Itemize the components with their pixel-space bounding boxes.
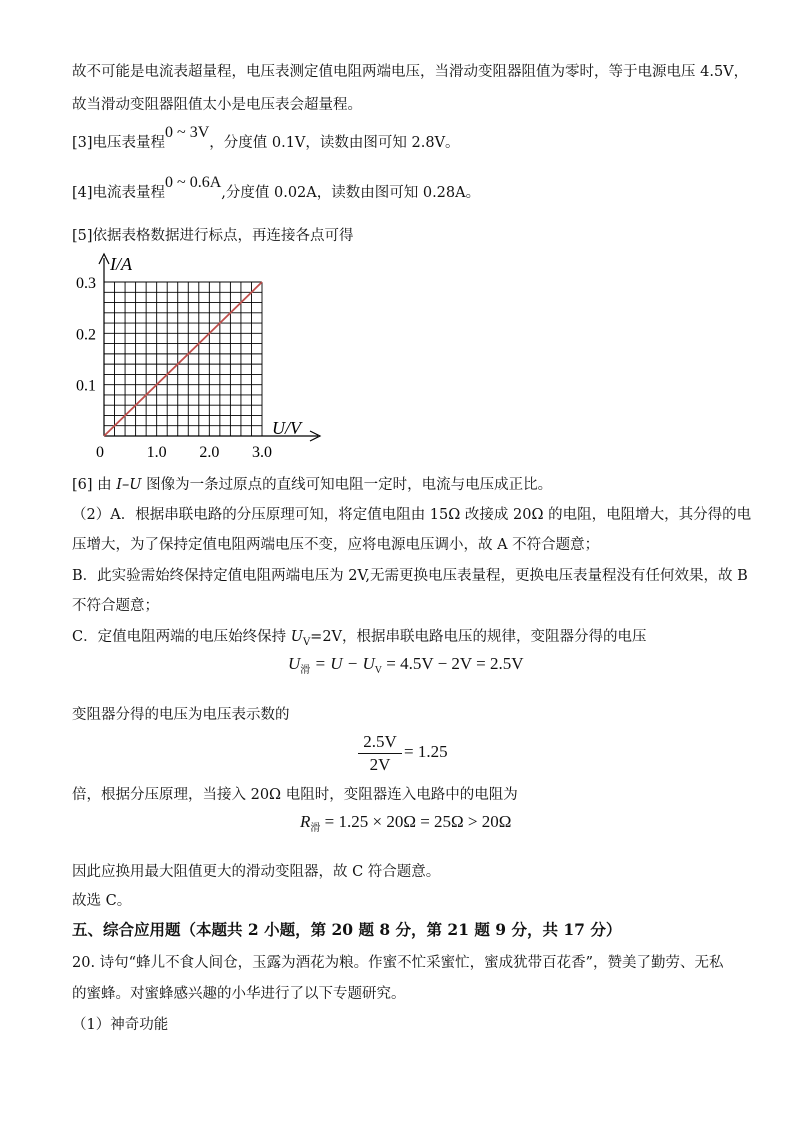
x-tick-label: 2.0 — [199, 444, 220, 460]
section-heading: 五、综合应用题（本题共 2 小题，第 20 题 8 分，第 21 题 9 分，共 17 分） — [72, 920, 622, 939]
eq-symbol: R — [300, 812, 311, 831]
text-line: [5]依据表格数据进行标点，再连接各点可得 — [72, 228, 354, 244]
text-segment: =2V，根据串联电路电压的规律，变阻器分得的电压 — [310, 629, 647, 645]
text-line: 不符合题意； — [72, 598, 159, 614]
eq-subscript: 滑 — [300, 665, 311, 676]
text-line: 因此应换用最大阻值更大的滑动变阻器，故 C 符合题意。 — [72, 864, 441, 880]
eq-term: = U − U — [310, 654, 375, 673]
text-line: B．此实验需始终保持定值电阻两端电压为 2V,无需更换电压表量程，更换电压表量程没有任何效果，故 B — [72, 568, 748, 584]
equation-voltage — [288, 654, 524, 681]
text-segment: [3]电压表量程 — [72, 135, 166, 151]
text-line: （1）神奇功能 — [72, 1017, 169, 1033]
text-segment: [6] 由 — [72, 477, 117, 493]
text-segment: C．定值电阻两端的电压始终保持 — [72, 629, 291, 645]
range-formula: 0 ~ 0.6A — [165, 174, 222, 191]
subscript: V — [302, 637, 311, 648]
fraction-denominator: 2V — [369, 755, 391, 774]
text-line: 故选 C。 — [72, 893, 132, 909]
eq-result: = 4.5V − 2V = 2.5V — [382, 654, 524, 673]
text-segment: ,分度值 0.02A，读数由图可知 0.28A。 — [221, 185, 481, 201]
text-line: （2）A．根据串联电路的分压原理可知，将定值电阻由 15Ω 改接成 20Ω 的电阻，电阻增大，其分得的电 — [72, 507, 752, 523]
text-line: 20. 诗句“蜂儿不食人间仓，玉露为酒花为粮。作蜜不忙采蜜忙，蜜成犹带百花香”，赞美了勤劳、无私 — [72, 955, 724, 971]
y-tick-label: 0.3 — [76, 275, 96, 292]
equation-ratio-fraction — [358, 732, 402, 775]
text-segment: ，分度值 0.1V，读数由图可知 2.8V。 — [209, 135, 460, 151]
text-line — [72, 627, 647, 653]
text-segment: I–U — [116, 477, 142, 493]
text-segment: U — [290, 629, 303, 645]
eq-result: = 1.25 × 20Ω = 25Ω > 20Ω — [320, 812, 512, 831]
iu-graph — [60, 250, 330, 460]
series-group — [104, 282, 262, 436]
fraction-bar — [358, 753, 402, 754]
x-tick-label: 0 — [96, 444, 104, 460]
y-tick-label: 0.1 — [76, 377, 96, 395]
text-line — [72, 124, 460, 153]
text-line: 变阻器分得的电压为电压表示数的 — [72, 707, 290, 723]
text-line: 倍，根据分压原理，当接入 20Ω 电阻时，变阻器连入电路中的电阻为 — [72, 787, 518, 803]
equation-ratio-result: = 1.25 — [404, 742, 448, 761]
x-axis-label: U/V — [272, 418, 301, 438]
text-line: 故当滑动变阻器阻值太小是电压表会超量程。 — [72, 97, 362, 113]
eq-subscript: V — [374, 665, 383, 676]
text-segment: [4]电流表量程 — [72, 185, 166, 201]
text-line: 压增大，为了保持定值电阻两端电压不变，应将电源电压调小，故 A 不符合题意； — [72, 537, 600, 553]
text-line: 的蜜蜂。对蜜蜂感兴趣的小华进行了以下专题研究。 — [72, 986, 406, 1002]
fraction-numerator: 2.5V — [363, 732, 397, 751]
text-line: 故不可能是电流表超量程，电压表测定值电阻两端电压，当滑动变阻器阻值为零时，等于电源电压 4.5V， — [72, 64, 749, 80]
x-tick-label: 1.0 — [146, 444, 167, 460]
x-tick-label: 3.0 — [252, 444, 272, 460]
equation-resistance — [300, 812, 511, 839]
y-axis-label: I/A — [110, 254, 132, 274]
range-formula: 0 ~ 3V — [165, 124, 210, 141]
text-segment: 图像为一条过原点的直线可知电阻一定时，电流与电压成正比。 — [141, 477, 553, 493]
text-line — [72, 174, 481, 203]
series-line — [104, 282, 262, 436]
eq-subscript: 滑 — [310, 823, 321, 834]
eq-symbol: U — [288, 654, 301, 673]
y-tick-label: 0.2 — [76, 326, 96, 344]
text-line — [72, 475, 552, 495]
